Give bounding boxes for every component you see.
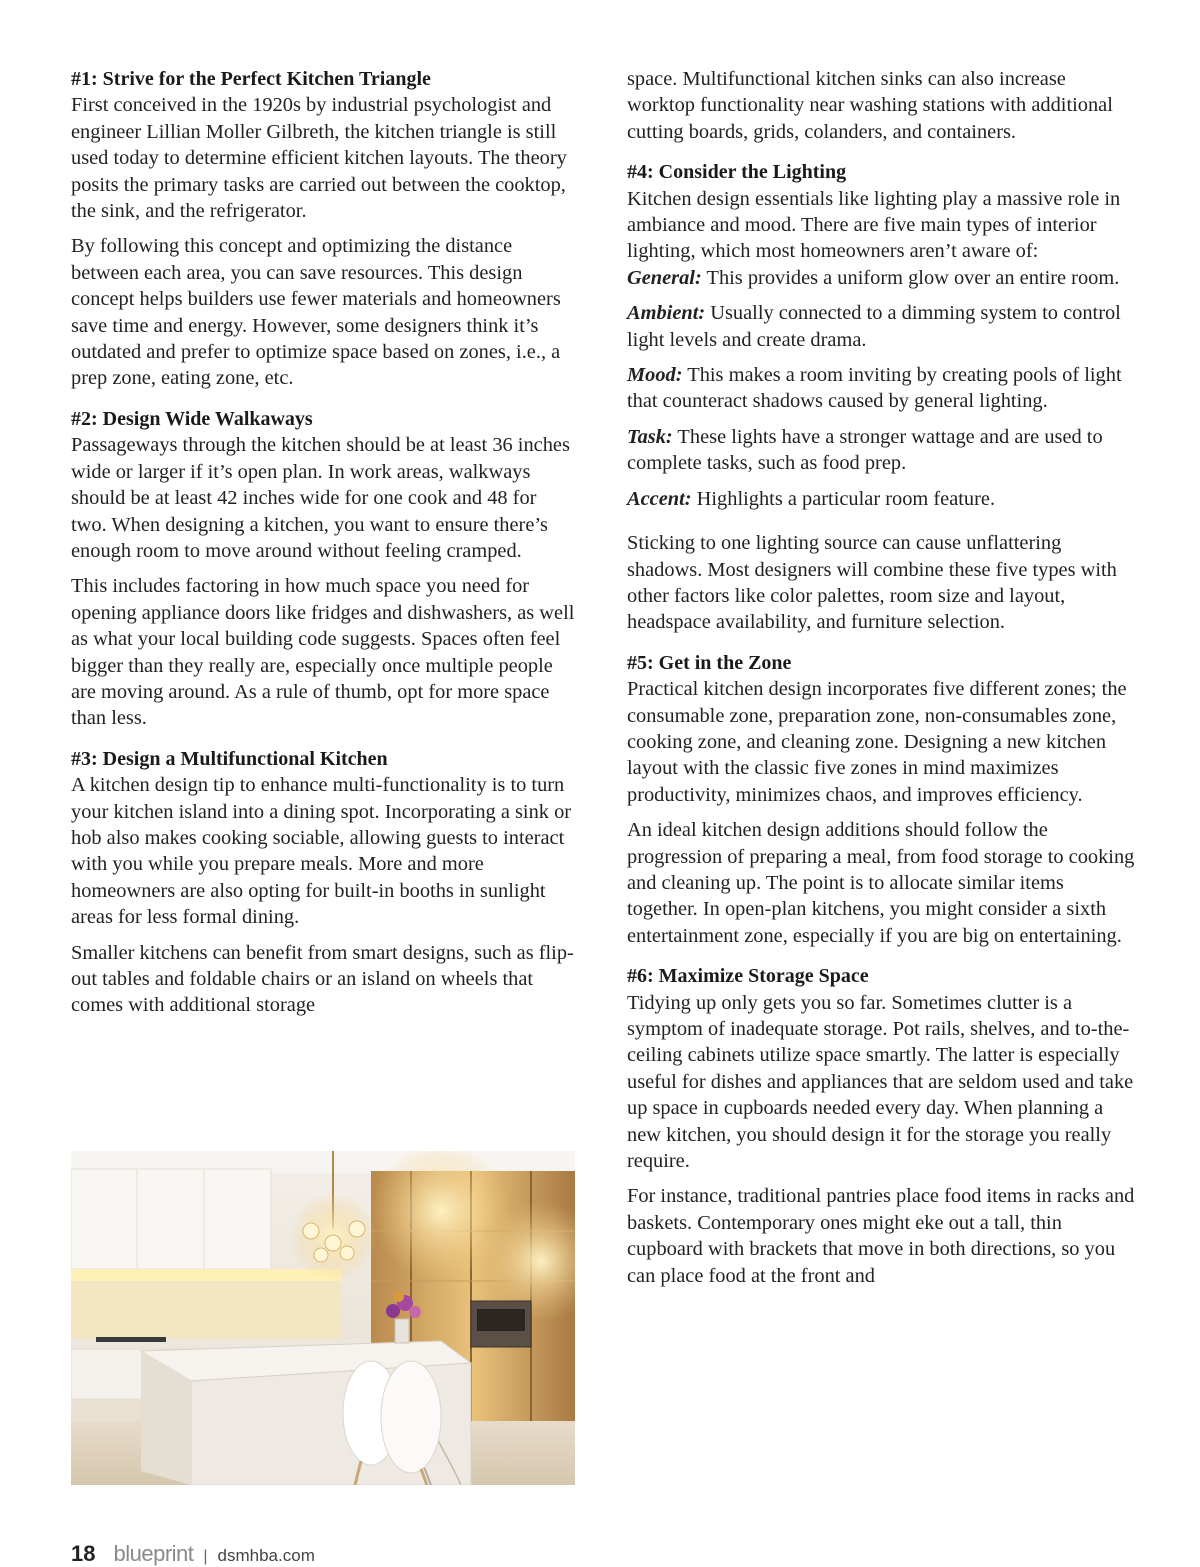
section-storage [627, 963, 1137, 1289]
paragraph: Passageways through the kitchen should be at least 36 inches wide or larger if it’s open plan. In work areas, walkways should be at least 42 inches wide for one cook and 48 for two. When designing a kitchen, you want to ensure there’s enough room to move around without feeling cramped. [71, 434, 570, 562]
paragraph: space. Multifunctional kitchen sinks can also increase worktop functionality near washing stations with additional cutting boards, grids, colanders, and containers. [627, 68, 1113, 143]
website-link[interactable]: dsmhba.com [217, 1546, 315, 1565]
section-multifunctional [71, 746, 576, 1019]
lighting-type-accent [627, 486, 1137, 512]
page-footer [71, 1541, 315, 1567]
right-column [627, 66, 1137, 1303]
section-zones [627, 650, 1137, 949]
lighting-term: Accent: [627, 487, 692, 510]
section-heading: #3: Design a Multifunctional Kitchen [71, 747, 388, 770]
lighting-term: General: [627, 266, 702, 289]
left-column [71, 66, 576, 1033]
section-heading: #2: Design Wide Walkaways [71, 407, 313, 430]
lighting-desc: These lights have a stronger wattage and are used to complete tasks, such as food prep. [627, 425, 1103, 475]
lighting-type-ambient [627, 300, 1137, 353]
paragraph: Kitchen design essentials like lighting play a massive role in ambiance and mood. There are five main types of interior lighting, which most homeowners aren’t aware of: [627, 187, 1121, 263]
page-number: 18 [71, 1541, 96, 1566]
lighting-term: Mood: [627, 364, 683, 387]
lighting-type-general [627, 265, 1137, 291]
kitchen-photo [71, 1151, 575, 1485]
section-heading: #4: Consider the Lighting [627, 161, 847, 184]
lighting-term: Task: [627, 425, 673, 448]
lighting-type-task [627, 424, 1137, 477]
section-heading: #6: Maximize Storage Space [627, 965, 869, 988]
lighting-term: Ambient: [627, 302, 706, 325]
section-walkaways [71, 406, 576, 732]
section-lighting [627, 159, 1137, 636]
section-heading: #5: Get in the Zone [627, 651, 792, 674]
paragraph: An ideal kitchen design additions should follow the progression of preparing a meal, from food storage to cooking and cleaning up. The point is to allocate similar items together. In open-plan kitchens, you might consider a sixth entertainment zone, especially if you are big on entertaining. [627, 819, 1135, 947]
lighting-desc: Highlights a particular room feature. [691, 487, 996, 510]
lighting-type-mood [627, 362, 1137, 415]
paragraph: Tidying up only gets you so far. Sometimes clutter is a symptom of inadequate storage. Pot rails, shelves, and to-the-ceiling cabinets utilize space smartly. The latter is especially useful for dishes and appliances that are seldom used and take up space in cupboards needed every day. When planning a new kitchen, you should design it for the storage you really require. [627, 991, 1134, 1173]
paragraph: Smaller kitchens can benefit from smart designs, such as flip-out tables and foldable chairs or an island on wheels that comes with additional storage [71, 941, 574, 1017]
footer-separator: | [203, 1548, 208, 1565]
paragraph: A kitchen design tip to enhance multi-functionality is to turn your kitchen island into a dining spot. Incorporating a sink or hob also makes cooking sociable, allowing guests to interact with you while you prepare meals. More and more homeowners are also opting for built-in booths in sunlight areas for less formal dining. [71, 774, 572, 929]
lighting-desc: Usually connected to a dimming system to control light levels and create drama. [627, 302, 1121, 351]
kitchen-illustration [71, 1151, 575, 1485]
section-heading: #1: Strive for the Perfect Kitchen Triangle [71, 68, 431, 90]
paragraph: For instance, traditional pantries place food items in racks and baskets. Contemporary ones might eke out a tall, thin cupboard with brackets that move in both directions, so you can place food at the front and [627, 1185, 1135, 1287]
paragraph: Practical kitchen design incorporates five different zones; the consumable zone, preparation zone, non-consumables zone, cooking zone, and cleaning zone. Designing a new kitchen layout with the classic five zones in mind maximizes productivity, minimizes chaos, and improves efficiency. [627, 678, 1127, 806]
lighting-desc: This provides a uniform glow over an entire room. [701, 266, 1120, 289]
section-kitchen-triangle [71, 66, 576, 392]
lighting-desc: This makes a room inviting by creating pools of light that counteract shadows caused by general lighting. [627, 364, 1122, 413]
paragraph: This includes factoring in how much space you need for opening appliance doors like fridges and dishwashers, as well as what your local building code suggests. Spaces often feel bigger than they really are, especially once multiple people are moving around. As a rule of thumb, opt for more space than less. [71, 575, 575, 730]
paragraph: By following this concept and optimizing the distance between each area, you can save resources. This design concept helps builders use fewer materials and homeowners save time and energy. However, some designers think it’s outdated and prefer to optimize space based on zones, i.e., a prep zone, eating zone, etc. [71, 235, 561, 390]
brand-logo: blueprint [113, 1541, 194, 1566]
paragraph: Sticking to one lighting source can cause unflattering shadows. Most designers will combine these five types with other factors like color palettes, room size and layout, headspace availability, and furniture selection. [627, 532, 1117, 634]
paragraph: First conceived in the 1920s by industrial psychologist and engineer Lillian Moller Gilbreth, the kitchen triangle is still used today to determine efficient kitchen layouts. The theory posits the primary tasks are carried out between the cooktop, the sink, and the refrigerator. [71, 94, 567, 223]
section-multifunctional-continued [627, 66, 1137, 145]
